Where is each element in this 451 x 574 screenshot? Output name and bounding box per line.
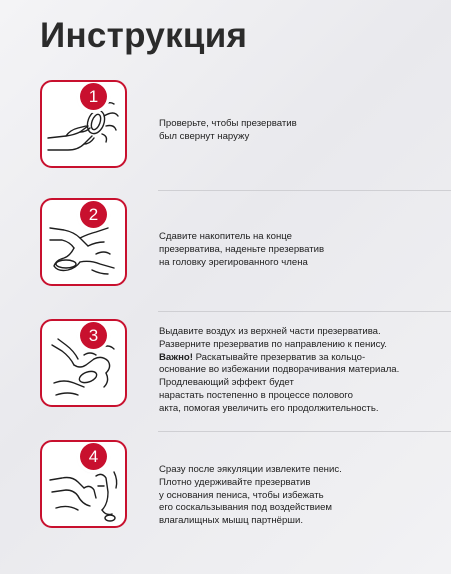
- step-1: [0, 66, 451, 186]
- step-2: [0, 184, 451, 304]
- step-number-badge: 2: [80, 201, 107, 228]
- step-text: Сразу после эякуляции извлеките пенис. Плотно удерживайте презерватив у основания пениса, чтобы избежать его соскальзывания под воздействием влагалищных мышц партнёрши.: [159, 464, 342, 527]
- step-illustration-card: [40, 440, 127, 528]
- step-number-badge: 1: [80, 83, 107, 110]
- step-number-badge: 4: [80, 443, 107, 470]
- step-illustration-card: [40, 80, 127, 168]
- step-text: Выдавите воздух из верхней части презерватива. Разверните презерватив по направлению к пенису. Важно! Раскатывайте презерватив за кольцо- основание во избежании подворачивания материала. Продлевающий эффект будет нарастать постепенно в процессе полового акта, помогая увеличить его продолжительность.: [159, 326, 400, 414]
- step-text: Проверьте, чтобы презерватив был свернут наружу: [159, 118, 297, 142]
- step-text: Сдавите накопитель на конце презерватива, наденьте презерватив на головку эрегированного члена: [159, 231, 325, 268]
- step-number-badge: 3: [80, 322, 107, 349]
- page-title: Инструкция: [40, 16, 248, 55]
- step-3: [0, 305, 451, 425]
- step-illustration-card: [40, 198, 127, 286]
- step-illustration-card: [40, 319, 127, 407]
- step-4: [0, 426, 451, 546]
- important-label: Важно!: [159, 351, 193, 363]
